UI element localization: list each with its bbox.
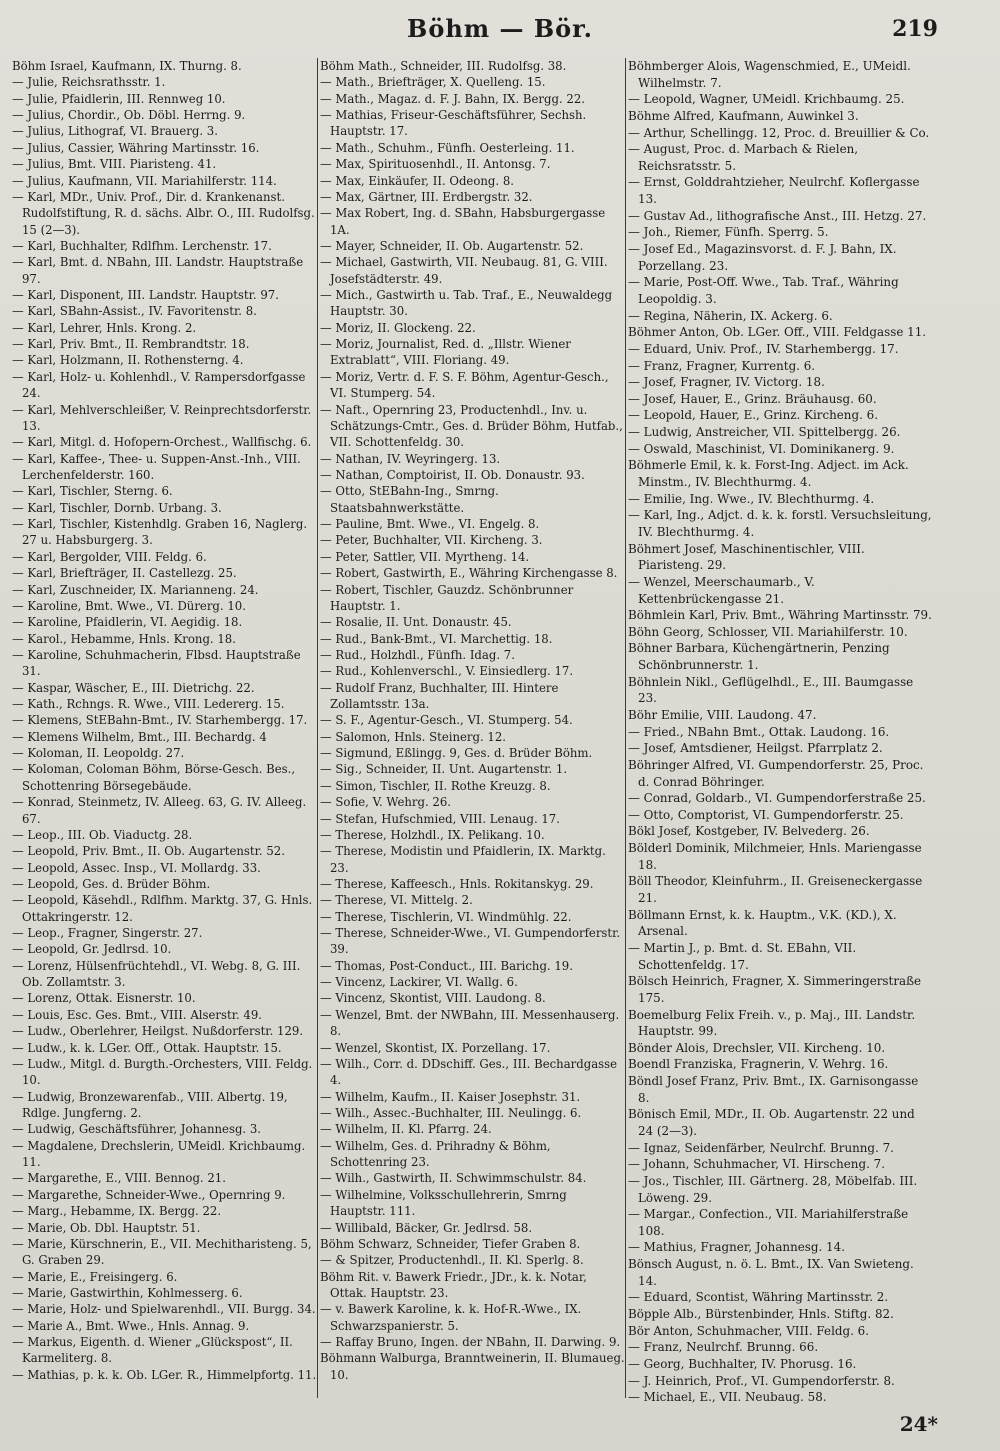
column-1 — [12, 58, 317, 1383]
directory-entry: Böpple Alb., Bürstenbinder, Hnls. Stiftg. 82. — [628, 1307, 894, 1322]
directory-entry: — Thomas, Post-Conduct., III. Barichg. 19. — [320, 958, 573, 973]
directory-entry: — Leopold, Ges. d. Brüder Böhm. — [12, 876, 211, 891]
directory-entry: — Rosalie, II. Unt. Donaustr. 45. — [320, 615, 512, 630]
directory-entry: — Sig., Schneider, II. Unt. Augartenstr. 1. — [320, 762, 568, 777]
directory-entry: — Karoline, Schuhmacherin, Flbsd. Hauptstraße 31. — [12, 647, 301, 679]
directory-entry: — S. F., Agentur-Gesch., VI. Stumperg. 54. — [320, 713, 573, 728]
directory-entry: — Karoline, Pfaidlerin, VI. Aegidig. 18. — [12, 615, 243, 630]
directory-entry: — Stefan, Hufschmied, VIII. Lenaug. 17. — [320, 811, 560, 826]
directory-entry: — Therese, Modistin und Pfaidlerin, IX. Marktg. 23. — [320, 844, 606, 875]
directory-entry: Bönder Alois, Drechsler, VII. Kircheng. 10. — [628, 1040, 886, 1055]
directory-entry: — Martin J., p. Bmt. d. St. EBahn, VII. Schottenfeldg. 17. — [628, 940, 857, 972]
directory-entry: Böhmlein Karl, Priv. Bmt., Währing Martinsstr. 79. — [628, 608, 932, 623]
directory-entry: — Wilhelm, II. Kl. Pfarrg. 24. — [320, 1122, 492, 1137]
signature-mark: 24* — [899, 1412, 938, 1436]
directory-entry: — Robert, Gastwirth, E., Währing Kirchengasse 8. — [320, 566, 618, 581]
directory-entry: — Josef, Amtsdiener, Heilgst. Pfarrplatz 2. — [628, 741, 883, 756]
directory-entry: — Therese, Holzhdl., IX. Pelikang. 10. — [320, 827, 545, 842]
directory-entry: Böhmert Josef, Maschinentischler, VIII. Piaristeng. 29. — [628, 541, 865, 573]
directory-entry: — Jos., Tischler, III. Gärtnerg. 28, Möbelfab. III. Löweng. 29. — [628, 1173, 918, 1205]
directory-entry: — Pauline, Bmt. Wwe., VI. Engelg. 8. — [320, 517, 540, 532]
directory-entry: — Klemens, StEBahn-Bmt., IV. Starhembergg. 17. — [12, 713, 308, 728]
directory-entry: — Otto, StEBahn-Ing., Smrng. Staatsbahnwerkstätte. — [320, 484, 499, 515]
directory-entry: — Peter, Sattler, VII. Myrtheng. 14. — [320, 549, 530, 564]
directory-entry: — Moriz, II. Glockeng. 22. — [320, 320, 476, 335]
directory-entry: — Karl, MDr., Univ. Prof., Dir. d. Krankenanst. Rudolfstiftung, R. d. sächs. Albr. O., III. Rudolfsg. 15 (2—3). — [12, 189, 315, 237]
directory-entry: — Wilhelm, Ges. d. Prihradny & Böhm, Schottenring 23. — [320, 1138, 551, 1170]
directory-entry: — Kaspar, Wäscher, E., III. Dietrichg. 22. — [12, 680, 255, 695]
directory-entry: — Karl, Mitgl. d. Hofopern-Orchest., Wallfischg. 6. — [12, 435, 312, 450]
directory-entry: — Konrad, Steinmetz, IV. Alleeg. 63, G. IV. Alleeg. 67. — [12, 795, 307, 826]
directory-entry: — Karoline, Bmt. Wwe., VI. Dürerg. 10. — [12, 598, 246, 613]
directory-entry: Böndl Josef Franz, Priv. Bmt., IX. Garnisongasse 8. — [628, 1074, 919, 1105]
directory-entry: — Nathan, IV. Weyringerg. 13. — [320, 451, 501, 466]
directory-entry: — Ludw., k. k. LGer. Off., Ottak. Hauptstr. 15. — [12, 1040, 282, 1055]
directory-entry: — Kath., Rchngs. R. Wwe., VIII. Ledererg. 15. — [12, 697, 285, 712]
directory-entry: Boemelburg Felix Freih. v., p. Maj., III. Landstr. Hauptstr. 99. — [628, 1007, 916, 1039]
directory-entry: — Therese, VI. Mittelg. 2. — [320, 893, 473, 908]
directory-entry: — Math., Magaz. d. F. J. Bahn, IX. Bergg. 22. — [320, 91, 585, 106]
directory-entry: — Fried., NBahn Bmt., Ottak. Laudong. 16. — [628, 724, 890, 739]
directory-entry: — Leopold, Wagner, UMeidl. Krichbaumg. 25. — [628, 92, 905, 107]
directory-entry: — Julius, Cassier, Währing Martinsstr. 16. — [12, 140, 260, 155]
directory-entry: — Peter, Buchhalter, VII. Kircheng. 3. — [320, 533, 543, 548]
directory-entry: — Michael, E., VII. Neubaug. 58. — [628, 1390, 827, 1405]
directory-entry: — Karl, Tischler, Sterng. 6. — [12, 484, 173, 499]
directory-entry: — Rud., Kohlenverschl., V. Einsiedlerg. 17. — [320, 664, 574, 679]
directory-entry: — Josef, Hauer, E., Grinz. Bräuhausg. 60. — [628, 391, 877, 406]
directory-entry: — Mayer, Schneider, II. Ob. Augartenstr. 52. — [320, 238, 584, 253]
column-3 — [628, 58, 933, 1406]
directory-entry: — Ludw., Oberlehrer, Heilgst. Nußdorferstr. 129. — [12, 1024, 304, 1039]
directory-entry: — Arthur, Schellingg. 12, Proc. d. Breuillier & Co. — [628, 125, 930, 140]
column-rule — [317, 58, 318, 1398]
directory-entry: — Karl, SBahn-Assist., IV. Favoritenstr. 8. — [12, 304, 257, 319]
directory-entry: — Joh., Riemer, Fünfh. Sperrg. 5. — [628, 225, 829, 240]
directory-entry: — Marie, Ob. Dbl. Hauptstr. 51. — [12, 1220, 201, 1235]
directory-entry: — Karl, Holzmann, II. Rothensterng. 4. — [12, 353, 244, 368]
directory-entry: — Julius, Kaufmann, VII. Mariahilferstr. 114. — [12, 173, 277, 188]
directory-entry: — Emilie, Ing. Wwe., IV. Blechthurmg. 4. — [628, 491, 875, 506]
directory-entry: — Math., Briefträger, X. Quelleng. 15. — [320, 75, 546, 90]
directory-entry: — Ludwig, Geschäftsführer, Johannesg. 3. — [12, 1122, 262, 1137]
directory-entry: Bökl Josef, Kostgeber, IV. Belvederg. 26. — [628, 824, 870, 839]
directory-entry: — Karl, Holz- u. Kohlenhdl., V. Rampersdorfgasse 24. — [12, 369, 306, 401]
directory-entry: — Ludwig, Bronzewarenfab., VIII. Albertg. 19, Rdlge. Jungferng. 2. — [12, 1089, 288, 1120]
directory-entry: — Sigmund, Eßlingg. 9, Ges. d. Brüder Böhm. — [320, 746, 593, 761]
directory-entry: — Johann, Schuhmacher, VI. Hirscheng. 7. — [628, 1157, 885, 1172]
directory-entry: — Margar., Confection., VII. Mariahilferstraße 108. — [628, 1207, 909, 1238]
directory-entry: Bölderl Dominik, Milchmeier, Hnls. Mariengasse 18. — [628, 841, 922, 872]
directory-entry: Böhringer Alfred, VI. Gumpendorferstr. 25, Proc. d. Conrad Böhringer. — [628, 757, 924, 789]
directory-entry: — Max, Gärtner, III. Erdbergstr. 32. — [320, 189, 533, 204]
directory-entry: — Josef, Fragner, IV. Victorg. 18. — [628, 375, 825, 390]
directory-entry: Böll Theodor, Kleinfuhrm., II. Greiseneckergasse 21. — [628, 874, 923, 906]
directory-entry: — Wilh., Corr. d. DDschiff. Ges., III. Bechardgasse 4. — [320, 1056, 618, 1088]
directory-entry: — Julie, Reichsrathsstr. 1. — [12, 75, 166, 90]
directory-entry: Böhnlein Nikl., Geflügelhdl., E., III. Baumgasse 23. — [628, 674, 914, 706]
directory-entry: — Marie A., Bmt. Wwe., Hnls. Annag. 9. — [12, 1318, 250, 1333]
directory-entry: — Leopold, Priv. Bmt., II. Ob. Augartenstr. 52. — [12, 844, 285, 859]
directory-entry: — Moriz, Journalist, Red. d. „Illstr. Wiener Extrablatt“, VIII. Floriang. 49. — [320, 337, 571, 368]
directory-entry: — Louis, Esc. Ges. Bmt., VIII. Alserstr. 49. — [12, 1007, 263, 1022]
directory-entry: — Max Robert, Ing. d. SBahn, Habsburgergasse 1A. — [320, 206, 606, 237]
directory-entry: Böhm Schwarz, Schneider, Tiefer Graben 8. — [320, 1236, 581, 1251]
directory-entry: — Margarethe, E., VIII. Bennog. 21. — [12, 1171, 226, 1186]
directory-entry: — Math., Schuhm., Fünfh. Oesterleing. 11. — [320, 140, 575, 155]
column-2 — [320, 58, 625, 1383]
directory-entry: — Salomon, Hnls. Steinerg. 12. — [320, 729, 507, 744]
directory-entry: — Mich., Gastwirth u. Tab. Traf., E., Neuwaldegg Hauptstr. 30. — [320, 288, 613, 319]
directory-entry: — Robert, Tischler, Gauzdz. Schönbrunner Hauptstr. 1. — [320, 582, 574, 613]
directory-entry: Böhner Barbara, Küchengärtnerin, Penzing Schönbrunnerstr. 1. — [628, 641, 890, 673]
directory-entry: — Julius, Bmt. VIII. Piaristeng. 41. — [12, 157, 217, 172]
directory-entry: — J. Heinrich, Prof., VI. Gumpendorferstr. 8. — [628, 1373, 895, 1388]
directory-entry: — Wilh., Assec.-Buchhalter, III. Neulingg. 6. — [320, 1106, 582, 1120]
directory-entry: — Wenzel, Skontist, IX. Porzellang. 17. — [320, 1040, 551, 1055]
directory-entry: — Karl, Tischler, Kistenhdlg. Graben 16, Naglerg. 27 u. Habsburgerg. 3. — [12, 517, 308, 548]
directory-entry: Böhr Emilie, VIII. Laudong. 47. — [628, 707, 817, 722]
directory-entry: — Leopold, Gr. Jedlrsd. 10. — [12, 942, 172, 957]
directory-entry: Böhmer Anton, Ob. LGer. Off., VIII. Feldgasse 11. — [628, 325, 927, 340]
directory-entry: Böllmann Ernst, k. k. Hauptm., V.K. (KD.), X. Arsenal. — [628, 907, 897, 939]
directory-entry: Böhm Rit. v. Bawerk Friedr., JDr., k. k. Notar, Ottak. Hauptstr. 23. — [320, 1269, 587, 1300]
directory-entry: — Marie, Kürschnerin, E., VII. Mechitharisteng. 5, G. Graben 29. — [12, 1236, 312, 1268]
directory-entry: — Simon, Tischler, II. Rothe Kreuzg. 8. — [320, 778, 551, 793]
directory-entry: — Michael, Gastwirth, VII. Neubaug. 81, G. VIII. Josefstädterstr. 49. — [320, 255, 608, 286]
directory-entry: — Moriz, Vertr. d. F. S. F. Böhm, Agentur-Gesch., VI. Stumperg. 54. — [320, 369, 609, 401]
directory-entry: — Josef Ed., Magazinsvorst. d. F. J. Bahn, IX. Porzellang. 23. — [628, 242, 897, 273]
directory-entry: — v. Bawerk Karoline, k. k. Hof-R.-Wwe., IX. Schwarzspanierstr. 5. — [320, 1302, 582, 1333]
directory-entry: — Karl, Disponent, III. Landstr. Hauptstr. 97. — [12, 288, 279, 303]
directory-entry: — Ernst, Golddrahtzieher, Neulrchf. Koflergasse 13. — [628, 175, 920, 207]
directory-entry: — Wilhelm, Kaufm., II. Kaiser Josephstr. 31. — [320, 1089, 581, 1104]
directory-entry: — Naft., Opernring 23, Productenhdl., Inv. u. Schätzungs-Cmtr., Ges. d. Brüder Böhm, Hutfab., VII. Schottenfeldg. 30. — [320, 402, 623, 450]
directory-entry: — Leopold, Assec. Insp., VI. Mollardg. 33. — [12, 860, 261, 875]
directory-entry: — Mathias, Friseur-Geschäftsführer, Sechsh. Hauptstr. 17. — [320, 108, 587, 139]
directory-entry: — Rud., Bank-Bmt., VI. Marchettig. 18. — [320, 631, 553, 646]
directory-entry: — Franz, Fragner, Kurrentg. 6. — [628, 358, 816, 373]
directory-entry: — Ludw., Mitgl. d. Burgth.-Orchesters, VIII. Feldg. 10. — [12, 1056, 313, 1088]
directory-entry: — Gustav Ad., lithografische Anst., III. Hetzg. 27. — [628, 208, 927, 223]
directory-entry: — Vincenz, Skontist, VIII. Laudong. 8. — [320, 991, 546, 1006]
page-header — [0, 14, 1000, 54]
directory-entry: — Georg, Buchhalter, IV. Phorusg. 16. — [628, 1356, 857, 1371]
directory-entry: — Raffay Bruno, Ingen. der NBahn, II. Darwing. 9. — [320, 1335, 621, 1350]
directory-entry: Bör Anton, Schuhmacher, VIII. Feldg. 6. — [628, 1323, 869, 1338]
directory-entry: — Rud., Holzhdl., Fünfh. Idag. 7. — [320, 647, 515, 662]
directory-entry: Bölsch Heinrich, Fragner, X. Simmeringerstraße 175. — [628, 974, 922, 1005]
directory-entry: — Karl, Lehrer, Hnls. Krong. 2. — [12, 320, 197, 335]
directory-entry: — Vincenz, Lackirer, VI. Wallg. 6. — [320, 975, 518, 990]
directory-entry: Böhmerle Emil, k. k. Forst-Ing. Adject. im Ack. Minstm., IV. Blechthurmg. 4. — [628, 458, 909, 490]
directory-entry: — Eduard, Univ. Prof., IV. Starhembergg. 17. — [628, 341, 899, 356]
directory-entry: Böhn Georg, Schlosser, VII. Mariahilferstr. 10. — [628, 624, 908, 639]
directory-entry: — Marie, Gastwirthin, Kohlmesserg. 6. — [12, 1285, 243, 1300]
directory-entry: — Wenzel, Meerschaumarb., V. Kettenbrückengasse 21. — [628, 574, 815, 606]
directory-entry: — Leopold, Hauer, E., Grinz. Kircheng. 6. — [628, 408, 878, 423]
directory-entry: — Leop., III. Ob. Viaductg. 28. — [12, 827, 193, 842]
directory-entry: — Klemens Wilhelm, Bmt., III. Bechardg. 4 — [12, 729, 267, 744]
directory-entry: — Karl, Priv. Bmt., II. Rembrandtstr. 18. — [12, 337, 250, 352]
directory-entry: — Wilh., Gastwirth, II. Schwimmschulstr. 84. — [320, 1171, 587, 1186]
directory-entry: — Margarethe, Schneider-Wwe., Opernring 9. — [12, 1187, 286, 1202]
directory-entry: — Karl, Zuschneider, IX. Marianneng. 24. — [12, 582, 259, 597]
directory-entry: — Eduard, Scontist, Währing Martinsstr. 2. — [628, 1290, 889, 1305]
directory-entry: Bönsch August, n. ö. L. Bmt., IX. Van Swieteng. 14. — [628, 1257, 914, 1288]
directory-entry: Böhme Alfred, Kaufmann, Auwinkel 3. — [628, 108, 859, 123]
directory-entry: — Karl, Briefträger, II. Castellezg. 25. — [12, 566, 237, 581]
directory-entry: — Leopold, Käsehdl., Rdlfhm. Marktg. 37, G. Hnls. Ottakringerstr. 12. — [12, 893, 313, 924]
directory-entry: — Wenzel, Bmt. der NWBahn, III. Messenhauserg. 8. — [320, 1007, 620, 1039]
directory-entry: — Lorenz, Ottak. Eisnerstr. 10. — [12, 991, 196, 1006]
directory-entry: — Max, Spirituosenhdl., II. Antonsg. 7. — [320, 157, 551, 172]
directory-entry: — Karl, Bmt. d. NBahn, III. Landstr. Hauptstraße 97. — [12, 255, 304, 286]
directory-entry: — Conrad, Goldarb., VI. Gumpendorferstraße 25. — [628, 791, 926, 806]
directory-entry: — Otto, Comptorist, VI. Gumpendorferstr. 25. — [628, 807, 904, 822]
directory-entry: — Mathius, Fragner, Johannesg. 14. — [628, 1240, 845, 1255]
directory-entry: — Marg., Hebamme, IX. Bergg. 22. — [12, 1204, 222, 1219]
directory-entry: — August, Proc. d. Marbach & Rielen, Reichsratsstr. 5. — [628, 142, 859, 173]
directory-entry: — Karl, Tischler, Dornb. Urbang. 3. — [12, 500, 222, 515]
directory-entry: — Karol., Hebamme, Hnls. Krong. 18. — [12, 631, 236, 646]
directory-entry: — Karl, Mehlverschleißer, V. Reinprechtsdorferstr. 13. — [12, 402, 312, 433]
page-number: 219 — [892, 16, 938, 42]
directory-entry: — Max, Einkäufer, II. Odeong. 8. — [320, 173, 514, 188]
directory-entry: — Leop., Fragner, Singerstr. 27. — [12, 926, 203, 941]
directory-entry: — Julius, Chordir., Ob. Döbl. Herrng. 9. — [12, 108, 246, 123]
directory-entry: — Rudolf Franz, Buchhalter, III. Hintere Zollamtsstr. 13a. — [320, 680, 559, 712]
directory-entry: Böhm Math., Schneider, III. Rudolfsg. 38. — [320, 59, 567, 73]
column-rule — [625, 58, 626, 1398]
directory-entry: — Sofie, V. Wehrg. 26. — [320, 795, 452, 810]
directory-entry: — Julie, Pfaidlerin, III. Rennweg 10. — [12, 91, 226, 106]
directory-entry: Boendl Franziska, Fragnerin, V. Wehrg. 16. — [628, 1057, 889, 1072]
directory-entry: — Willibald, Bäcker, Gr. Jedlrsd. 58. — [320, 1220, 533, 1235]
directory-entry: — Julius, Lithograf, VI. Brauerg. 3. — [12, 124, 218, 139]
directory-entry: — Marie, Post-Off. Wwe., Tab. Traf., Währing Leopoldig. 3. — [628, 275, 899, 306]
directory-entry: — Karl, Kaffee-, Thee- u. Suppen-Anst.-Inh., VIII. Lerchenfelderstr. 160. — [12, 451, 301, 482]
directory-entry: Bönisch Emil, MDr., II. Ob. Augartenstr. 22 und 24 (2—3). — [628, 1107, 915, 1138]
directory-entry: — Mathias, p. k. k. Ob. LGer. R., Himmelpfortg. 11. — [12, 1367, 317, 1382]
directory-entry: — Ignaz, Seidenfärber, Neulrchf. Brunng. 7. — [628, 1140, 894, 1155]
directory-entry: — Ludwig, Anstreicher, VII. Spittelbergg. 26. — [628, 425, 901, 440]
directory-entry: — Koloman, II. Leopoldg. 27. — [12, 746, 185, 761]
directory-entry: — Karl, Bergolder, VIII. Feldg. 6. — [12, 549, 207, 564]
directory-entry: Böhm Israel, Kaufmann, IX. Thurng. 8. — [12, 59, 242, 73]
directory-entry: — Oswald, Maschinist, VI. Dominikanerg. 9. — [628, 441, 895, 456]
running-head: Böhm — Bör. — [407, 14, 593, 43]
directory-entry: — Therese, Kaffeesch., Hnls. Rokitanskyg. 29. — [320, 876, 594, 891]
directory-entry: — Lorenz, Hülsenfrüchtehdl., VI. Webg. 8, G. III. Ob. Zollamtstr. 3. — [12, 958, 301, 990]
directory-entry: — Markus, Eigenth. d. Wiener „Glückspost“, II. Karmeliterg. 8. — [12, 1335, 293, 1366]
directory-entry: — Koloman, Coloman Böhm, Börse-Gesch. Bes., Schottenring Börsegebäude. — [12, 762, 296, 793]
directory-entry: — Wilhelmine, Volksschullehrerin, Smrng Hauptstr. 111. — [320, 1187, 567, 1219]
directory-entry: Böhmann Walburga, Branntweinerin, II. Blumaueg. 10. — [320, 1351, 625, 1382]
directory-entry: — Karl, Ing., Adjct. d. k. k. forstl. Versuchsleitung, IV. Blechthurmg. 4. — [628, 508, 932, 539]
directory-entry: Böhmberger Alois, Wagenschmied, E., UMeidl. Wilhelmstr. 7. — [628, 59, 911, 90]
directory-entry: — Marie, Holz- und Spielwarenhdl., VII. Burgg. 34. — [12, 1302, 316, 1317]
directory-entry: — Marie, E., Freisingerg. 6. — [12, 1269, 178, 1284]
directory-entry: — Therese, Schneider-Wwe., VI. Gumpendorferstr. 39. — [320, 926, 621, 957]
directory-entry: — Nathan, Comptoirist, II. Ob. Donaustr. 93. — [320, 467, 585, 482]
directory-entry: — Therese, Tischlerin, VI. Windmühlg. 22. — [320, 909, 572, 924]
directory-entry: — Magdalene, Drechslerin, UMeidl. Krichbaumg. 11. — [12, 1138, 306, 1170]
directory-entry: — Franz, Neulrchf. Brunng. 66. — [628, 1340, 819, 1355]
directory-entry: — Karl, Buchhalter, Rdlfhm. Lerchenstr. 17. — [12, 238, 272, 253]
directory-entry: — & Spitzer, Productenhdl., II. Kl. Sperlg. 8. — [320, 1253, 584, 1268]
directory-entry: — Regina, Näherin, IX. Ackerg. 6. — [628, 308, 833, 323]
